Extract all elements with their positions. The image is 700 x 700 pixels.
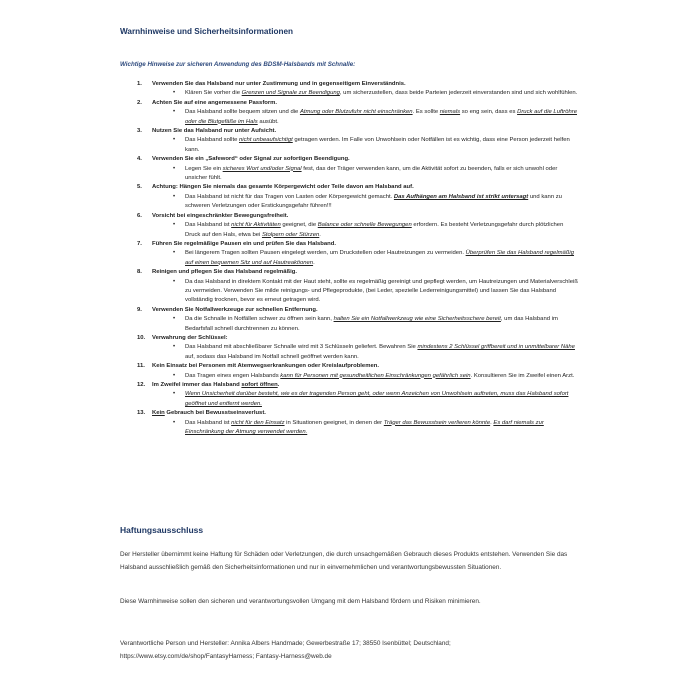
closing-text: Diese Warnhinweise sollen den sicheren und verantwortungsvollen Umgang mit dem Halsband fördern und Risiken minimieren.	[120, 598, 481, 605]
list-item-heading: 6. Vorsicht bei eingeschränkter Bewegungsfreiheit.	[137, 212, 289, 219]
list-item-bullet: • Legen Sie ein sicheres Wort und/oder Signal fest, das der Träger verwenden kann, um die Aktivität sofort zu beenden, falls er sich unwohl oder unsicher fühlt.	[120, 165, 580, 184]
list-item-heading: 2. Achten Sie auf eine angemessene Passform.	[137, 99, 278, 106]
list-item-bullet: • Das Tragen eines engen Halsbands kann für Personen mit gesundheitlichen Einschränkungen gefährlich sein. Konsultieren Sie im Zweifel einen Arzt.	[120, 372, 580, 381]
warning-list	[120, 80, 580, 437]
list-item-heading: 11. Kein Einsatz bei Personen mit Atemwegserkrankungen oder Kreislaufproblemen.	[137, 363, 379, 370]
list-item-bullet: • Das Halsband sollte nicht unbeaufsichtigt getragen werden. Im Falle von Unwohlsein oder Notfällen ist es wichtig, dass eine Person jederzeit helfen kann.	[120, 136, 580, 155]
list-item-bullet: • Klären Sie vorher die Grenzen und Signale zur Beendigung, um sicherzustellen, dass beide Parteien jederzeit einverstanden sind und sich wohlfühlen.	[120, 89, 580, 98]
footer-contact: https://www.etsy.com/de/shop/FantasyHarness; Fantasy-Harness@web.de	[120, 652, 332, 660]
manufacturer-footer	[120, 638, 590, 663]
liability-heading: Haftungsausschluss	[120, 525, 204, 535]
list-item-heading: 13. Kein Gebrauch bei Bewusstseinsverlust.	[137, 410, 266, 417]
list-item-heading: 9. Verwenden Sie Notfallwerkzeuge zur schnellen Entfernung.	[137, 306, 318, 313]
list-item-heading: 4. Verwenden Sie ein „Safeword“ oder Signal zur sofortigen Beendigung.	[137, 156, 350, 163]
list-item-bullet: • Das Halsband ist nicht für Aktivitäten geeignet, die Balance oder schnelle Bewegungen erfordern. Es besteht Verletzungsgefahr durch plötzlichen Druck auf den Hals, etwa bei Stolpern oder Stürzen.	[120, 221, 580, 240]
list-item-bullet: • Das Halsband mit abschließbarer Schnalle wird mit 3 Schlüsseln geliefert. Bewahren Sie mindestens 2 Schlüssel griffbereit und in unmittelbarer Nähe auf, sodass das Halsband im Notfall schnell geöffnet werden kann.	[120, 343, 580, 362]
list-item-heading: 10. Verwahrung der Schlüssel:	[137, 334, 228, 341]
list-item-heading: 1. Verwenden Sie das Halsband nur unter Zustimmung und in gegenseitigem Einverständnis.	[137, 81, 406, 87]
list-item-bullet: • Da die Schnalle in Notfällen schwer zu öffnen sein kann, halten Sie ein Notfallwerkzeug wie eine Sicherheitsschere bereit, um das Halsband im Bedarfsfall schnell durchtrennen zu können.	[120, 315, 580, 334]
list-item-heading: 8. Reinigen und pflegen Sie das Halsband regelmäßig.	[137, 269, 298, 276]
document-subtitle: Wichtige Hinweise zur sicheren Anwendung des BDSM-Halsbands mit Schnalle:	[120, 61, 356, 68]
list-item-heading: 5. Achtung: Hängen Sie niemals das gesamte Körpergewicht oder Teile davon am Halsband auf.	[137, 184, 414, 191]
footer-address: Verantwortliche Person und Hersteller: Annika Albers Handmade; Gewerbestraße 17; 38550 Isenbüttel; Deutschland;	[120, 640, 451, 647]
list-item-heading: 3. Nutzen Sie das Halsband nur unter Aufsicht.	[137, 128, 277, 135]
document-title: Warnhinweise und Sicherheitsinformationen	[120, 27, 294, 36]
list-item-bullet: • Das Halsband ist nicht für das Tragen von Lasten oder Körpergewicht gemacht. Das Aufhängen am Halsband ist strikt untersagt und kann zu schweren Verletzungen oder Erstickungsgefahr führen!!!	[120, 193, 580, 212]
list-item-heading: 7. Führen Sie regelmäßige Pausen ein und prüfen Sie das Halsband.	[137, 240, 336, 247]
list-item-bullet: • Da das Halsband in direktem Kontakt mit der Haut steht, sollte es regelmäßig gereinigt und gepflegt werden, um Hautreizungen und Materialverschleiß zu vermeiden. Verwenden Sie milde reinigungs- und Pflegeprodukte, (bei Leder, spezielle Lederreinigungsmittel) und lassen Sie das Halsband vollständig trocknen, bevor es erneut getragen wird.	[120, 278, 580, 306]
list-item-bullet: • Das Halsband sollte bequem sitzen und die Atmung oder Blutzufuhr nicht einschränken. Es sollte niemals so eng sein, dass es Druck auf die Luftröhre oder die Blutgefäße im Hals ausübt.	[120, 108, 580, 127]
list-item-bullet: • Das Halsband ist nicht für den Einsatz in Situationen geeignet, in denen der Träger das Bewusstsein verlieren könnte. Es darf niemals zur Einschränkung der Atmung verwendet werden.	[120, 419, 580, 438]
list-item-bullet: • Bei längerem Tragen sollten Pausen eingelegt werden, um Druckstellen oder Hautreizungen zu vermeiden. Überprüfen Sie das Halsband regelmäßig auf einen bequemen Sitz und auf Hautreaktionen.	[120, 249, 580, 268]
liability-text: Der Hersteller übernimmt keine Haftung für Schäden oder Verletzungen, die durch unsachgemäßen Gebrauch dieses Produkts entstehen. Verwenden Sie das Halsband ausschließlich gemäß den Sicherheitsinformationen und nur in einvernehmlichen und verantwortungsbewussten Situationen.	[120, 551, 568, 571]
list-item-heading: 12. Im Zweifel immer das Halsband sofort öffnen.	[137, 382, 280, 388]
list-item-bullet: • Wenn Unsicherheit darüber besteht, wie es der tragenden Person geht, oder wenn Anzeichen von Unwohlsein auftreten, muss das Halsband sofort geöffnet und entfernt werden.	[120, 390, 580, 409]
